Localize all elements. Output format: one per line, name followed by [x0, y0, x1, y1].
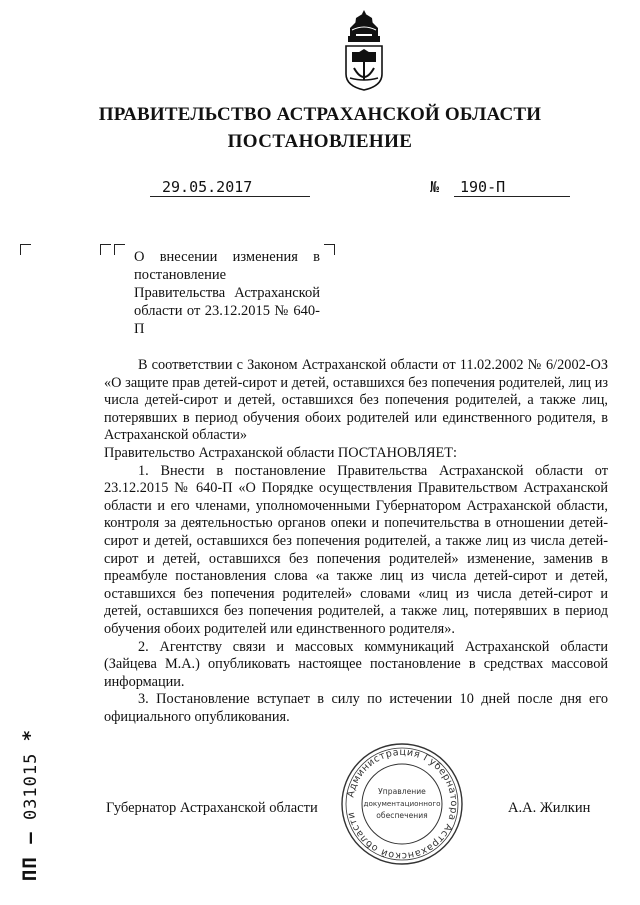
serial-prefix: ПП – [19, 831, 41, 882]
document-type-title: ПОСТАНОВЛЕНИЕ [227, 131, 413, 152]
serial-mark: * [19, 728, 41, 742]
stamp-center-line-3: обеспечения [376, 811, 428, 820]
document-body [104, 357, 608, 726]
subject-corner-mark-2 [114, 244, 125, 255]
signatory-position: Губернатор Астраханской области [106, 800, 318, 816]
stamp-ring-text: Администрация Губернатора Астраханской области [345, 746, 460, 862]
official-stamp [338, 740, 466, 868]
document-number-label: № [430, 178, 440, 196]
item-1-paragraph: 1. Внести в постановление Правительства Астраханской области от 23.12.2015 № 640-П «О Порядке осуществления Правительством Астраханской области и его членами, уполномоченными Губернатором Астраханской области, контроля за деятельностью органов опеки и попечительства в отношении детей-сирот и детей, оставшихся без попечения родителей, а также лиц из числа детей-сирот и детей, оставшихся без попечения родителей» изменение, заменив в преамбуле постановления слова «а также лиц из числа детей-сирот и детей, оставшихся без попечения родителей» словами «лиц из числа детей-сирот и детей, оставшихся без попечения родителей, а также лиц, потерявших в период обучения обоих родителей или единственного родителя». [104, 462, 608, 637]
organization-title: ПРАВИТЕЛЬСТВО АСТРАХАНСКОЙ ОБЛАСТИ [98, 104, 542, 125]
serial-number-vertical [10, 715, 50, 895]
decree-line: Правительство Астраханской области ПОСТАНОВЛЯЕТ: [104, 444, 457, 461]
stamp-center-line-1: Управление [378, 787, 426, 796]
item-3-paragraph: 3. Постановление вступает в силу по истечении 10 дней после дня его официального опубликования. [104, 691, 608, 725]
document-date: 29.05.2017 [150, 178, 310, 197]
coat-of-arms-emblem [338, 8, 390, 94]
item-2-paragraph: 2. Агентству связи и массовых коммуникаций Астраханской области (Зайцева М.А.) опубликовать настоящее постановление в средствах массовой информации. [104, 638, 608, 690]
signatory-name: А.А. Жилкин [508, 800, 591, 816]
document-number: 190-П [454, 178, 570, 197]
stamp-center-line-2: документационного [363, 799, 441, 808]
subject-corner-mark-1 [100, 244, 111, 255]
subject-corner-mark-right [324, 244, 335, 255]
serial-number: 031015 [21, 752, 41, 821]
left-corner-mark [20, 244, 31, 255]
document-subject: О внесении изменения в постановление Правительства Астраханской области от 23.12.2015 № 640-П [134, 249, 320, 337]
preamble-paragraph: В соответствии с Законом Астраханской области от 11.02.2002 № 6/2002-ОЗ «О защите прав детей-сирот и детей, оставшихся без попечения родителей, лиц из числа детей-сирот и детей, оставшихся без попечения родителей, а также лиц, потерявших в период обучения обоих родителей или единственного родителя, в Астраханской области» [104, 357, 608, 444]
